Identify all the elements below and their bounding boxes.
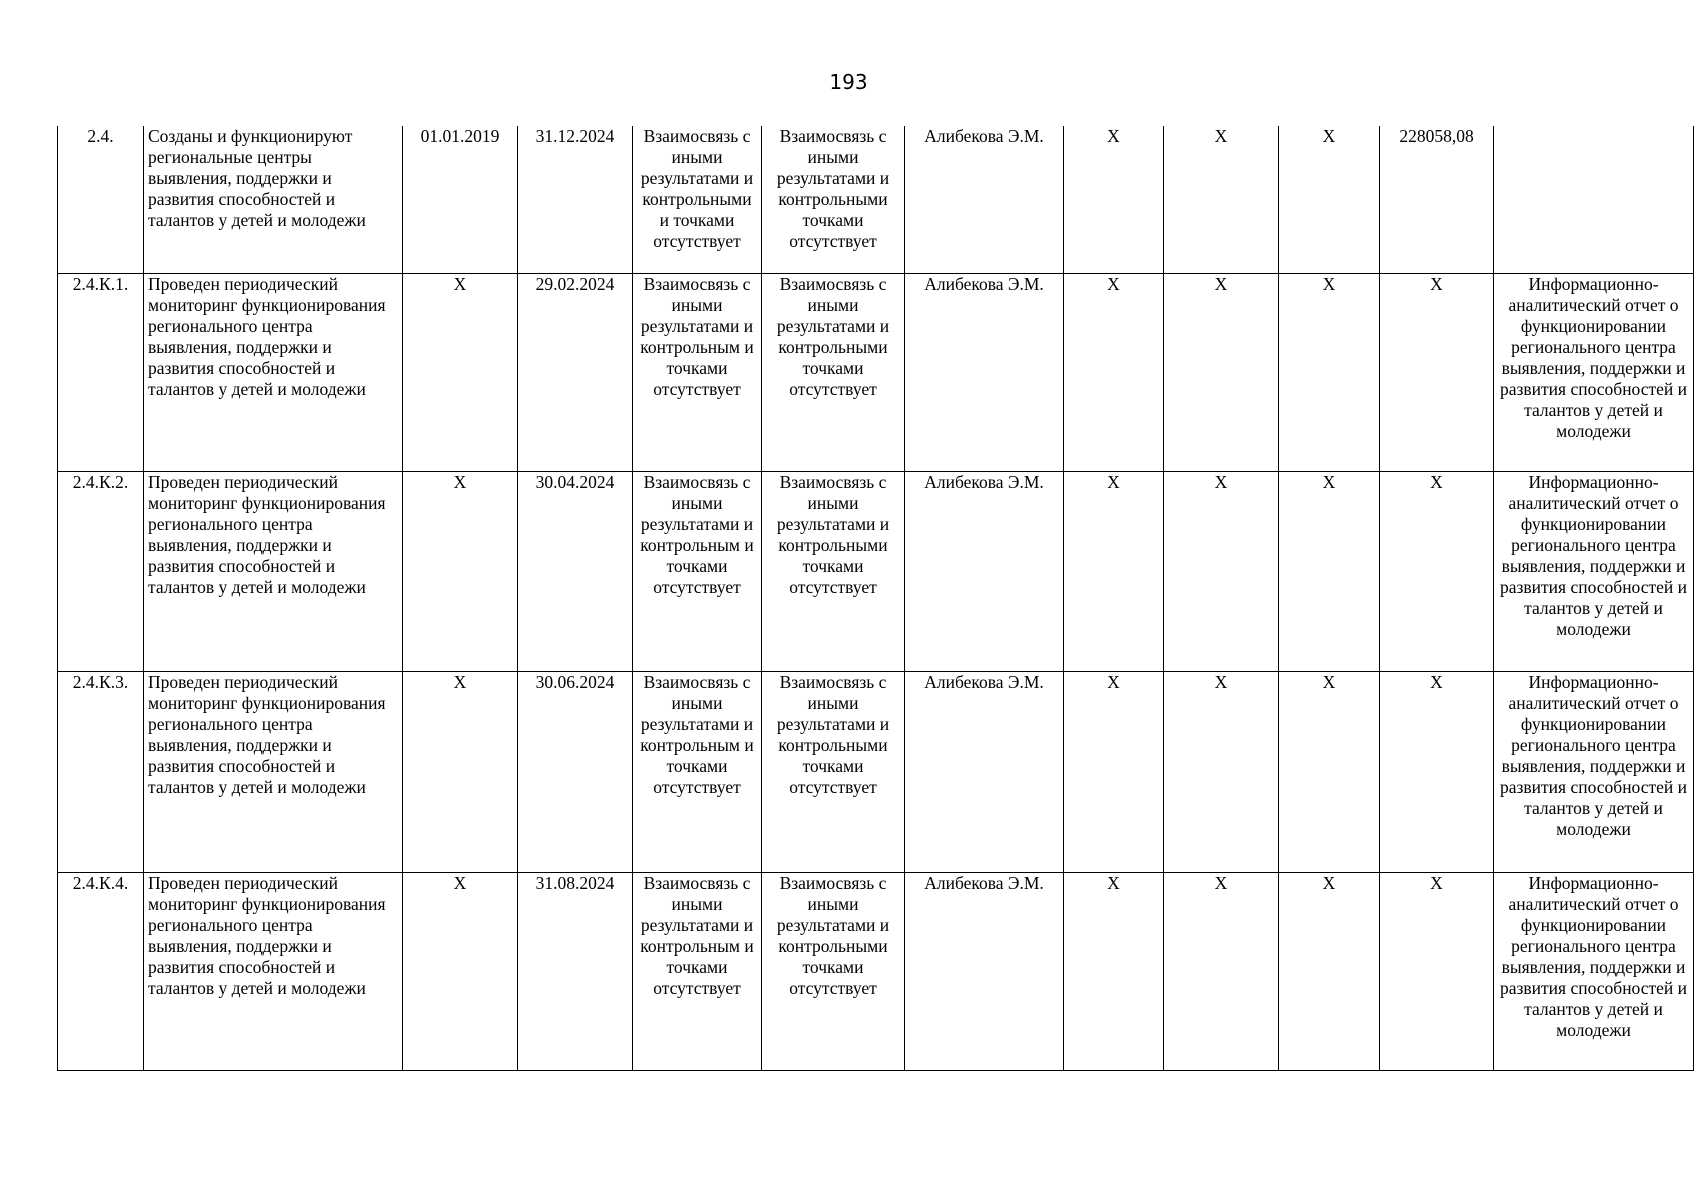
successor-link: Взаимосвязь с иными результатами и контрольными точками отсутствует	[762, 872, 905, 1070]
predecessor-link: Взаимосвязь с иными результатами и контрольными и точками отсутствует	[633, 126, 762, 273]
value-col-9: X	[1164, 126, 1279, 273]
value-col-8: X	[1064, 671, 1164, 872]
value-col-9: X	[1164, 471, 1279, 671]
result-document: Информационно-аналитический отчет о функционировании регионального центра выявления, поддержки и развития способностей и талантов у детей и молодежи	[1494, 273, 1694, 471]
value-col-10: X	[1279, 872, 1380, 1070]
responsible-person: Алибекова Э.М.	[905, 872, 1064, 1070]
responsible-person: Алибекова Э.М.	[905, 126, 1064, 273]
budget-amount: X	[1380, 671, 1494, 872]
successor-link: Взаимосвязь с иными результатами и контрольными точками отсутствует	[762, 671, 905, 872]
result-name: Проведен периодический мониторинг функционирования регионального центра выявления, поддержки и развития способностей и талантов у детей и молодежи	[144, 872, 403, 1070]
value-col-9: X	[1164, 273, 1279, 471]
start-date: X	[403, 671, 518, 872]
value-col-9: X	[1164, 872, 1279, 1070]
budget-amount: X	[1380, 872, 1494, 1070]
responsible-person: Алибекова Э.М.	[905, 273, 1064, 471]
value-col-9: X	[1164, 671, 1279, 872]
predecessor-link: Взаимосвязь с иными результатами и контрольным и точками отсутствует	[633, 273, 762, 471]
predecessor-link: Взаимосвязь с иными результатами и контрольным и точками отсутствует	[633, 872, 762, 1070]
row-number: 2.4.	[58, 126, 144, 273]
start-date: X	[403, 471, 518, 671]
value-col-8: X	[1064, 126, 1164, 273]
table-row	[58, 126, 1694, 273]
end-date: 31.08.2024	[518, 872, 633, 1070]
responsible-person: Алибекова Э.М.	[905, 671, 1064, 872]
row-number: 2.4.К.2.	[58, 471, 144, 671]
value-col-8: X	[1064, 471, 1164, 671]
table-row	[58, 273, 1694, 471]
table-row	[58, 872, 1694, 1070]
value-col-10: X	[1279, 273, 1380, 471]
start-date: X	[403, 273, 518, 471]
start-date: 01.01.2019	[403, 126, 518, 273]
start-date: X	[403, 872, 518, 1070]
row-number: 2.4.К.3.	[58, 671, 144, 872]
value-col-10: X	[1279, 671, 1380, 872]
value-col-8: X	[1064, 872, 1164, 1070]
budget-amount: 228058,08	[1380, 126, 1494, 273]
result-name: Проведен периодический мониторинг функционирования регионального центра выявления, поддержки и развития способностей и талантов у детей и молодежи	[144, 671, 403, 872]
budget-amount: X	[1380, 471, 1494, 671]
end-date: 29.02.2024	[518, 273, 633, 471]
value-col-10: X	[1279, 126, 1380, 273]
table-row	[58, 471, 1694, 671]
successor-link: Взаимосвязь с иными результатами и контрольными точками отсутствует	[762, 126, 905, 273]
value-col-8: X	[1064, 273, 1164, 471]
page-number: 193	[829, 70, 868, 94]
predecessor-link: Взаимосвязь с иными результатами и контрольным и точками отсутствует	[633, 671, 762, 872]
result-document: Информационно-аналитический отчет о функционировании регионального центра выявления, поддержки и развития способностей и талантов у детей и молодежи	[1494, 671, 1694, 872]
table-row	[58, 671, 1694, 872]
result-name: Проведен периодический мониторинг функционирования регионального центра выявления, поддержки и развития способностей и талантов у детей и молодежи	[144, 273, 403, 471]
predecessor-link: Взаимосвязь с иными результатами и контрольным и точками отсутствует	[633, 471, 762, 671]
responsible-person: Алибекова Э.М.	[905, 471, 1064, 671]
row-number: 2.4.К.4.	[58, 872, 144, 1070]
value-col-10: X	[1279, 471, 1380, 671]
end-date: 30.04.2024	[518, 471, 633, 671]
result-name: Созданы и функционируют региональные центры выявления, поддержки и развития способностей и талантов у детей и молодежи	[144, 126, 403, 273]
end-date: 31.12.2024	[518, 126, 633, 273]
successor-link: Взаимосвязь с иными результатами и контрольными точками отсутствует	[762, 273, 905, 471]
result-name: Проведен периодический мониторинг функционирования регионального центра выявления, поддержки и развития способностей и талантов у детей и молодежи	[144, 471, 403, 671]
plan-table	[57, 126, 1694, 1071]
result-document: Информационно-аналитический отчет о функционировании регионального центра выявления, поддержки и развития способностей и талантов у детей и молодежи	[1494, 872, 1694, 1070]
successor-link: Взаимосвязь с иными результатами и контрольными точками отсутствует	[762, 471, 905, 671]
budget-amount: X	[1380, 273, 1494, 471]
row-number: 2.4.К.1.	[58, 273, 144, 471]
result-document: Информационно-аналитический отчет о функционировании регионального центра выявления, поддержки и развития способностей и талантов у детей и молодежи	[1494, 471, 1694, 671]
end-date: 30.06.2024	[518, 671, 633, 872]
result-document	[1494, 126, 1694, 273]
